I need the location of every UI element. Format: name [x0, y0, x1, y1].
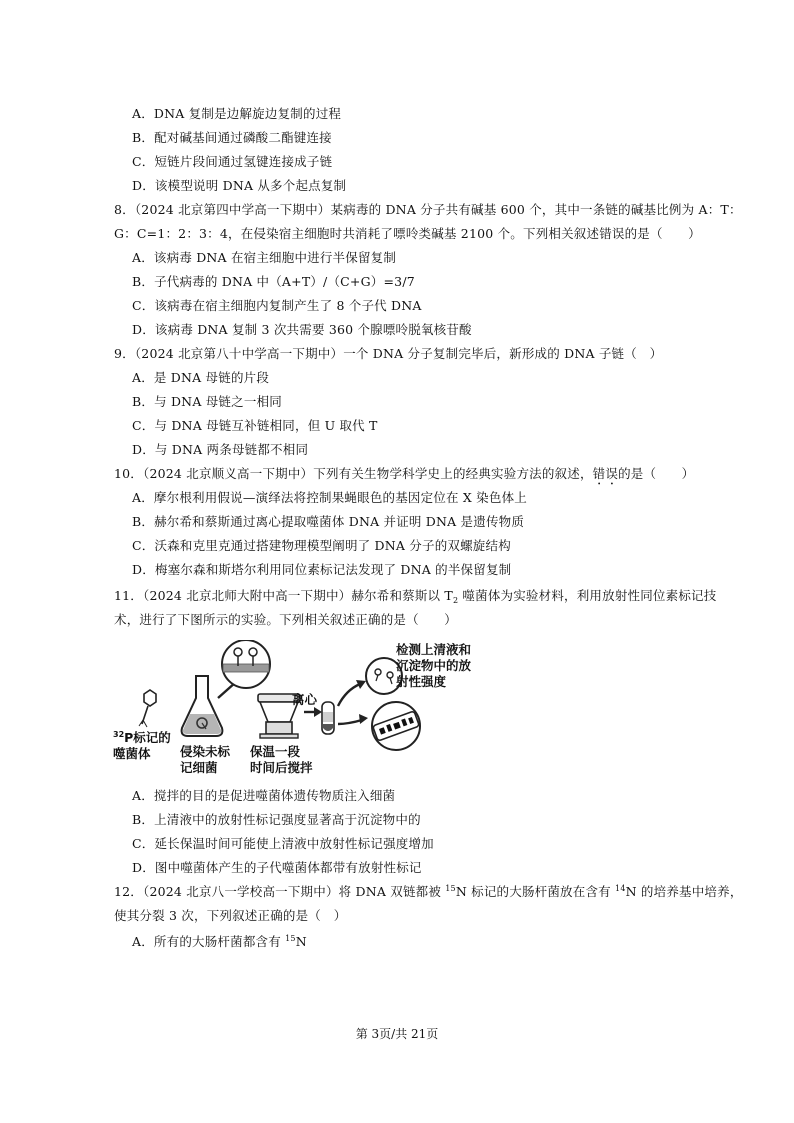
- arrow-head-sediment: [359, 714, 368, 724]
- q12-isotope-15: 15: [445, 884, 456, 893]
- phage-icon: [139, 690, 156, 727]
- q8-stem-line1: 8．（2024 北京第四中学高一下期中）某病毒的 DNA 分子共有碱基 600 个，其中一条链的碱基比例为 A：T：: [114, 202, 742, 217]
- q11-stem-line1-pre: 11．（2024 北京北师大附中高一下期中）赫尔希和蔡斯以 T: [114, 588, 453, 603]
- q10-option-d: D．梅塞尔森和斯塔尔利用同位素标记法发现了 DNA 的半保留复制: [132, 562, 512, 577]
- label-infect-line2: 记细菌: [180, 760, 218, 775]
- test-tube-icon: [322, 702, 334, 734]
- q11-stem-line1-post: 噬菌体为实验材料，利用放射性同位素标记技: [458, 588, 717, 603]
- q8-option-a: A．该病毒 DNA 在宿主细胞中进行半保留复制: [132, 250, 397, 265]
- q7-option-b: B．配对碱基间通过磷酸二酯键连接: [132, 130, 332, 145]
- q10-stem-post: 的是（ ）: [618, 466, 695, 481]
- arrow-head-centrifuge: [314, 707, 322, 717]
- q8-option-c: C．该病毒在宿主细胞内复制产生了 8 个子代 DNA: [132, 298, 422, 313]
- q12-stem-line1-post: N 的培养基中培养，: [625, 884, 743, 899]
- q11-option-c: C．延长保温时间可能使上清液中放射性标记强度增加: [132, 836, 434, 851]
- label-infect: [180, 744, 230, 776]
- label-centrifuge: 离心: [292, 692, 318, 707]
- q9-option-a: A．是 DNA 母链的片段: [132, 370, 270, 385]
- q12-option-a-isotope: 15: [285, 934, 296, 943]
- q11-option-d: D．图中噬菌体产生的子代噬菌体都带有放射性标记: [132, 860, 422, 875]
- q10-option-a: A．摩尔根利用假说—演绎法将控制果蝇眼色的基因定位在 X 染色体上: [132, 490, 527, 505]
- q10-stem: [114, 465, 694, 488]
- label-phage-line2: 噬菌体: [113, 746, 151, 761]
- q12-stem-line1-mid: N 标记的大肠杆菌放在含有: [455, 884, 616, 899]
- q10-stem-pre: 10．（2024 北京顺义高一下期中）下列有关生物学科学史上的经典实验方法的叙述，: [114, 466, 593, 481]
- q11-stem-line1: [114, 587, 716, 605]
- q9-stem: 9．（2024 北京第八十中学高一下期中）一个 DNA 分子复制完毕后，新形成的 DNA 子链（ ）: [114, 346, 663, 361]
- q10-option-c: C．沃森和克里克通过搭建物理模型阐明了 DNA 分子的双螺旋结构: [132, 538, 511, 553]
- label-infect-line1: 侵染未标: [180, 744, 231, 759]
- q9-option-d: D．与 DNA 两条母链都不相同: [132, 442, 309, 457]
- sediment-circle: [372, 702, 420, 750]
- label-detect-line1: 检测上清液和: [396, 642, 472, 657]
- q8-stem-line2: G：C=1：2：3：4，在侵染宿主细胞时共消耗了嘌呤类碱基 2100 个。下列相关叙述错误的是（ ）: [114, 226, 701, 241]
- label-incubate-line1: 保温一段: [250, 744, 301, 759]
- q12-isotope-14: 14: [615, 884, 626, 893]
- arrow-to-supernatant: [338, 684, 360, 706]
- label-detect-line2: 沉淀物中的放: [396, 658, 472, 673]
- label-phage-line1: P标记的: [124, 730, 171, 745]
- q7-option-a: A．DNA 复制是边解旋边复制的过程: [132, 106, 342, 121]
- label-detect-line3: 射性强度: [396, 674, 447, 689]
- label-detect: [396, 642, 471, 690]
- q11-stem-line2: 术，进行了下图所示的实验。下列相关叙述正确的是（ ）: [114, 612, 457, 627]
- q7-option-d: D．该模型说明 DNA 从多个起点复制: [132, 178, 347, 193]
- zoom-circle: [222, 640, 270, 688]
- experiment-figure: [110, 640, 490, 780]
- q12-stem-line2: 使其分裂 3 次，下列叙述正确的是（ ）: [114, 908, 347, 923]
- q11-option-a: A．搅拌的目的是促进噬菌体遗传物质注入细菌: [132, 788, 396, 803]
- q11-option-b: B．上清液中的放射性标记强度显著高于沉淀物中的: [132, 812, 421, 827]
- label-incubate-line2: 时间后搅拌: [250, 760, 313, 775]
- label-phage: [113, 730, 171, 762]
- label-phage-isotope: 32: [113, 730, 125, 739]
- label-incubate: [250, 744, 313, 776]
- q11-stem-subscript: 2: [452, 596, 459, 605]
- flask-icon: [182, 676, 223, 736]
- q9-option-c: C．与 DNA 母链互补链相同，但 U 取代 T: [132, 418, 378, 433]
- q10-option-b: B．赫尔希和蔡斯通过离心提取噬菌体 DNA 并证明 DNA 是遗传物质: [132, 514, 525, 529]
- q12-option-a-pre: A．所有的大肠杆菌都含有: [132, 934, 286, 949]
- q8-option-d: D．该病毒 DNA 复制 3 次共需要 360 个腺嘌呤脱氧核苷酸: [132, 322, 472, 337]
- q9-option-b: B．与 DNA 母链之一相同: [132, 394, 282, 409]
- q12-stem-line1-pre: 12．（2024 北京八一学校高一下期中）将 DNA 双链都被: [114, 884, 446, 899]
- q12-option-a: [132, 933, 307, 951]
- arrow-to-sediment: [338, 720, 362, 724]
- page-footer: 第 3页/共 21页: [355, 1027, 439, 1041]
- q12-stem-line1: [114, 883, 743, 901]
- q7-option-c: C．短链片段间通过氢键连接成子链: [132, 154, 333, 169]
- q8-option-b: B．子代病毒的 DNA 中（A+T）/（C+G）=3/7: [132, 274, 415, 289]
- q12-option-a-post: N: [295, 934, 307, 949]
- q10-stem-emphasis: 错误: [592, 466, 619, 481]
